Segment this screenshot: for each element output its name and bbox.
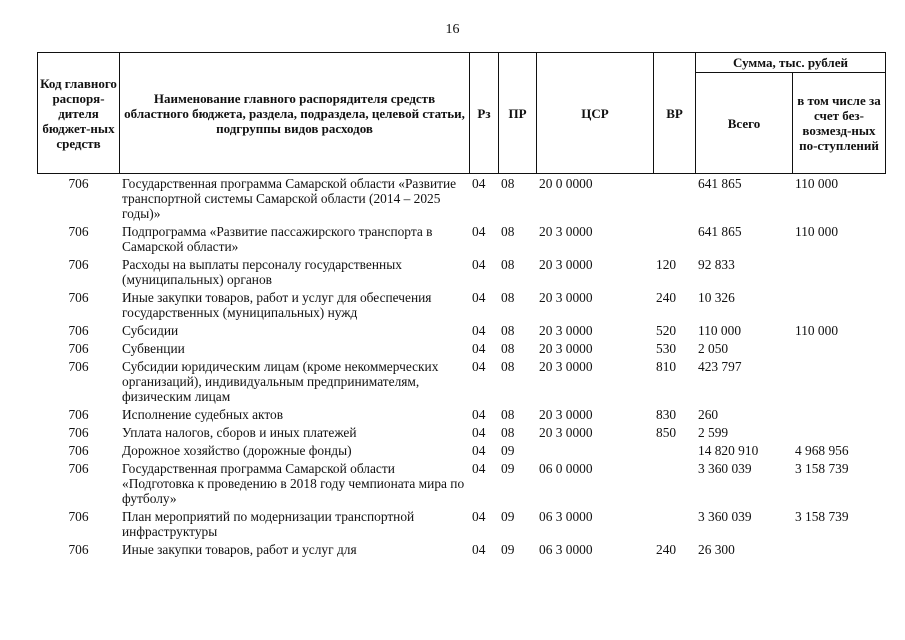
cell-name: Иные закупки товаров, работ и услуг для	[122, 542, 357, 557]
cell-name: Уплата налогов, сборов и иных платежей	[122, 425, 357, 440]
cell-total: 3 360 039	[698, 461, 752, 476]
cell-total: 423 797	[698, 359, 742, 374]
cell-grant	[793, 405, 886, 423]
cell-csr: 20 0 0000	[539, 176, 593, 191]
cell-vr	[654, 174, 696, 223]
cell-rz: 04	[472, 323, 486, 338]
cell-code: 706	[68, 461, 89, 476]
cell-vr: 520	[656, 323, 677, 338]
cell-code: 706	[68, 509, 89, 524]
header-grant: в том числе за счет без-возмезд-ных по-ступлений	[793, 73, 886, 174]
cell-code: 706	[68, 341, 89, 356]
cell-vr	[654, 507, 696, 540]
cell-rz: 04	[472, 257, 486, 272]
cell-pr: 08	[501, 257, 515, 272]
cell-total: 26 300	[698, 542, 735, 557]
cell-total: 260	[698, 407, 719, 422]
cell-pr: 08	[501, 359, 515, 374]
cell-grant: 110 000	[795, 224, 839, 239]
cell-grant: 3 158 739	[795, 509, 849, 524]
table-body	[38, 174, 886, 559]
cell-csr: 20 3 0000	[539, 341, 593, 356]
cell-rz: 04	[472, 425, 486, 440]
cell-grant: 4 968 956	[795, 443, 849, 458]
table-row	[38, 339, 886, 357]
table-row	[38, 174, 886, 223]
cell-csr: 20 3 0000	[539, 257, 593, 272]
cell-code: 706	[68, 290, 89, 305]
cell-rz: 04	[472, 290, 486, 305]
cell-name: Субсидии юридическим лицам (кроме некоммерческих организаций), индивидуальным предпринимателям, физическим лицам	[122, 359, 439, 404]
page-number: 16	[445, 22, 460, 37]
table-row	[38, 507, 886, 540]
cell-pr: 08	[501, 176, 515, 191]
table-row	[38, 540, 886, 558]
cell-vr: 810	[656, 359, 677, 374]
cell-csr	[537, 441, 654, 459]
table-row	[38, 423, 886, 441]
cell-rz: 04	[472, 359, 486, 374]
cell-grant	[793, 357, 886, 405]
cell-grant: 110 000	[795, 176, 839, 191]
cell-code: 706	[68, 425, 89, 440]
cell-csr: 06 3 0000	[539, 509, 593, 524]
cell-csr: 20 3 0000	[539, 425, 593, 440]
table-row	[38, 288, 886, 321]
cell-pr: 08	[501, 341, 515, 356]
cell-code: 706	[68, 323, 89, 338]
cell-total: 110 000	[698, 323, 742, 338]
cell-pr: 08	[501, 290, 515, 305]
cell-rz: 04	[472, 176, 486, 191]
cell-total: 641 865	[698, 224, 742, 239]
cell-name: Дорожное хозяйство (дорожные фонды)	[122, 443, 352, 458]
cell-code: 706	[68, 359, 89, 374]
cell-total: 92 833	[698, 257, 735, 272]
cell-rz: 04	[472, 542, 486, 557]
cell-rz: 04	[472, 461, 486, 476]
cell-name: Подпрограмма «Развитие пассажирского транспорта в Самарской области»	[122, 224, 433, 254]
cell-grant	[793, 423, 886, 441]
cell-csr: 06 3 0000	[539, 542, 593, 557]
cell-pr: 09	[501, 443, 515, 458]
cell-pr: 08	[501, 224, 515, 239]
header-rz: Рз	[470, 53, 499, 174]
cell-total: 641 865	[698, 176, 742, 191]
cell-name: Расходы на выплаты персоналу государственных (муниципальных) органов	[122, 257, 402, 287]
cell-vr: 850	[656, 425, 677, 440]
cell-vr: 120	[656, 257, 677, 272]
cell-rz: 04	[472, 341, 486, 356]
cell-total: 10 326	[698, 290, 735, 305]
cell-grant	[793, 540, 886, 558]
cell-csr: 20 3 0000	[539, 359, 593, 374]
cell-code: 706	[68, 224, 89, 239]
table-row	[38, 459, 886, 507]
cell-vr	[654, 459, 696, 507]
cell-code: 706	[68, 542, 89, 557]
table-row	[38, 357, 886, 405]
cell-name: Субвенции	[122, 341, 185, 356]
cell-pr: 09	[501, 542, 515, 557]
cell-grant: 3 158 739	[795, 461, 849, 476]
cell-pr: 08	[501, 425, 515, 440]
cell-grant	[793, 255, 886, 288]
header-name: Наименование главного распорядителя средств областного бюджета, раздела, подраздела, целевой статьи, подгруппы видов расходов	[120, 53, 470, 174]
cell-csr: 20 3 0000	[539, 323, 593, 338]
cell-vr: 240	[656, 290, 677, 305]
cell-name: Иные закупки товаров, работ и услуг для обеспечения государственных (муниципальных) нужд	[122, 290, 432, 320]
cell-vr	[654, 441, 696, 459]
cell-code: 706	[68, 257, 89, 272]
table-row	[38, 222, 886, 255]
header-sum: Сумма, тыс. рублей	[696, 53, 886, 73]
cell-total: 2 599	[698, 425, 729, 440]
table-row	[38, 321, 886, 339]
cell-csr: 20 3 0000	[539, 407, 593, 422]
header-total: Всего	[696, 73, 793, 174]
cell-pr: 09	[501, 509, 515, 524]
cell-name: Государственная программа Самарской области «Подготовка к проведению в 2018 году чемпионата мира по футболу»	[122, 461, 465, 506]
header-csr: ЦСР	[537, 53, 654, 174]
cell-pr: 08	[501, 407, 515, 422]
cell-vr: 240	[656, 542, 677, 557]
header-vr: ВР	[654, 53, 696, 174]
cell-vr: 530	[656, 341, 677, 356]
cell-csr: 20 3 0000	[539, 290, 593, 305]
cell-code: 706	[68, 176, 89, 191]
cell-pr: 09	[501, 461, 515, 476]
cell-name: Исполнение судебных актов	[122, 407, 284, 422]
header-pr: ПР	[499, 53, 537, 174]
table-row	[38, 255, 886, 288]
cell-csr: 06 0 0000	[539, 461, 593, 476]
cell-name: Субсидии	[122, 323, 179, 338]
cell-vr	[654, 222, 696, 255]
cell-grant: 110 000	[795, 323, 839, 338]
cell-rz: 04	[472, 443, 486, 458]
cell-rz: 04	[472, 224, 486, 239]
cell-rz: 04	[472, 407, 486, 422]
cell-grant	[793, 288, 886, 321]
cell-csr: 20 3 0000	[539, 224, 593, 239]
table-row	[38, 441, 886, 459]
cell-pr: 08	[501, 323, 515, 338]
cell-total: 14 820 910	[698, 443, 759, 458]
header-code: Код главного распоря-дителя бюджет-ных средств	[38, 53, 120, 174]
cell-total: 2 050	[698, 341, 729, 356]
budget-table	[37, 52, 886, 558]
cell-total: 3 360 039	[698, 509, 752, 524]
cell-code: 706	[68, 407, 89, 422]
cell-grant	[793, 339, 886, 357]
cell-rz: 04	[472, 509, 486, 524]
cell-vr: 830	[656, 407, 677, 422]
cell-code: 706	[68, 443, 89, 458]
cell-name: План мероприятий по модернизации транспортной инфраструктуры	[122, 509, 415, 539]
table-row	[38, 405, 886, 423]
cell-name: Государственная программа Самарской области «Развитие транспортной системы Самарской области (2014 – 2025 годы)»	[122, 176, 457, 221]
